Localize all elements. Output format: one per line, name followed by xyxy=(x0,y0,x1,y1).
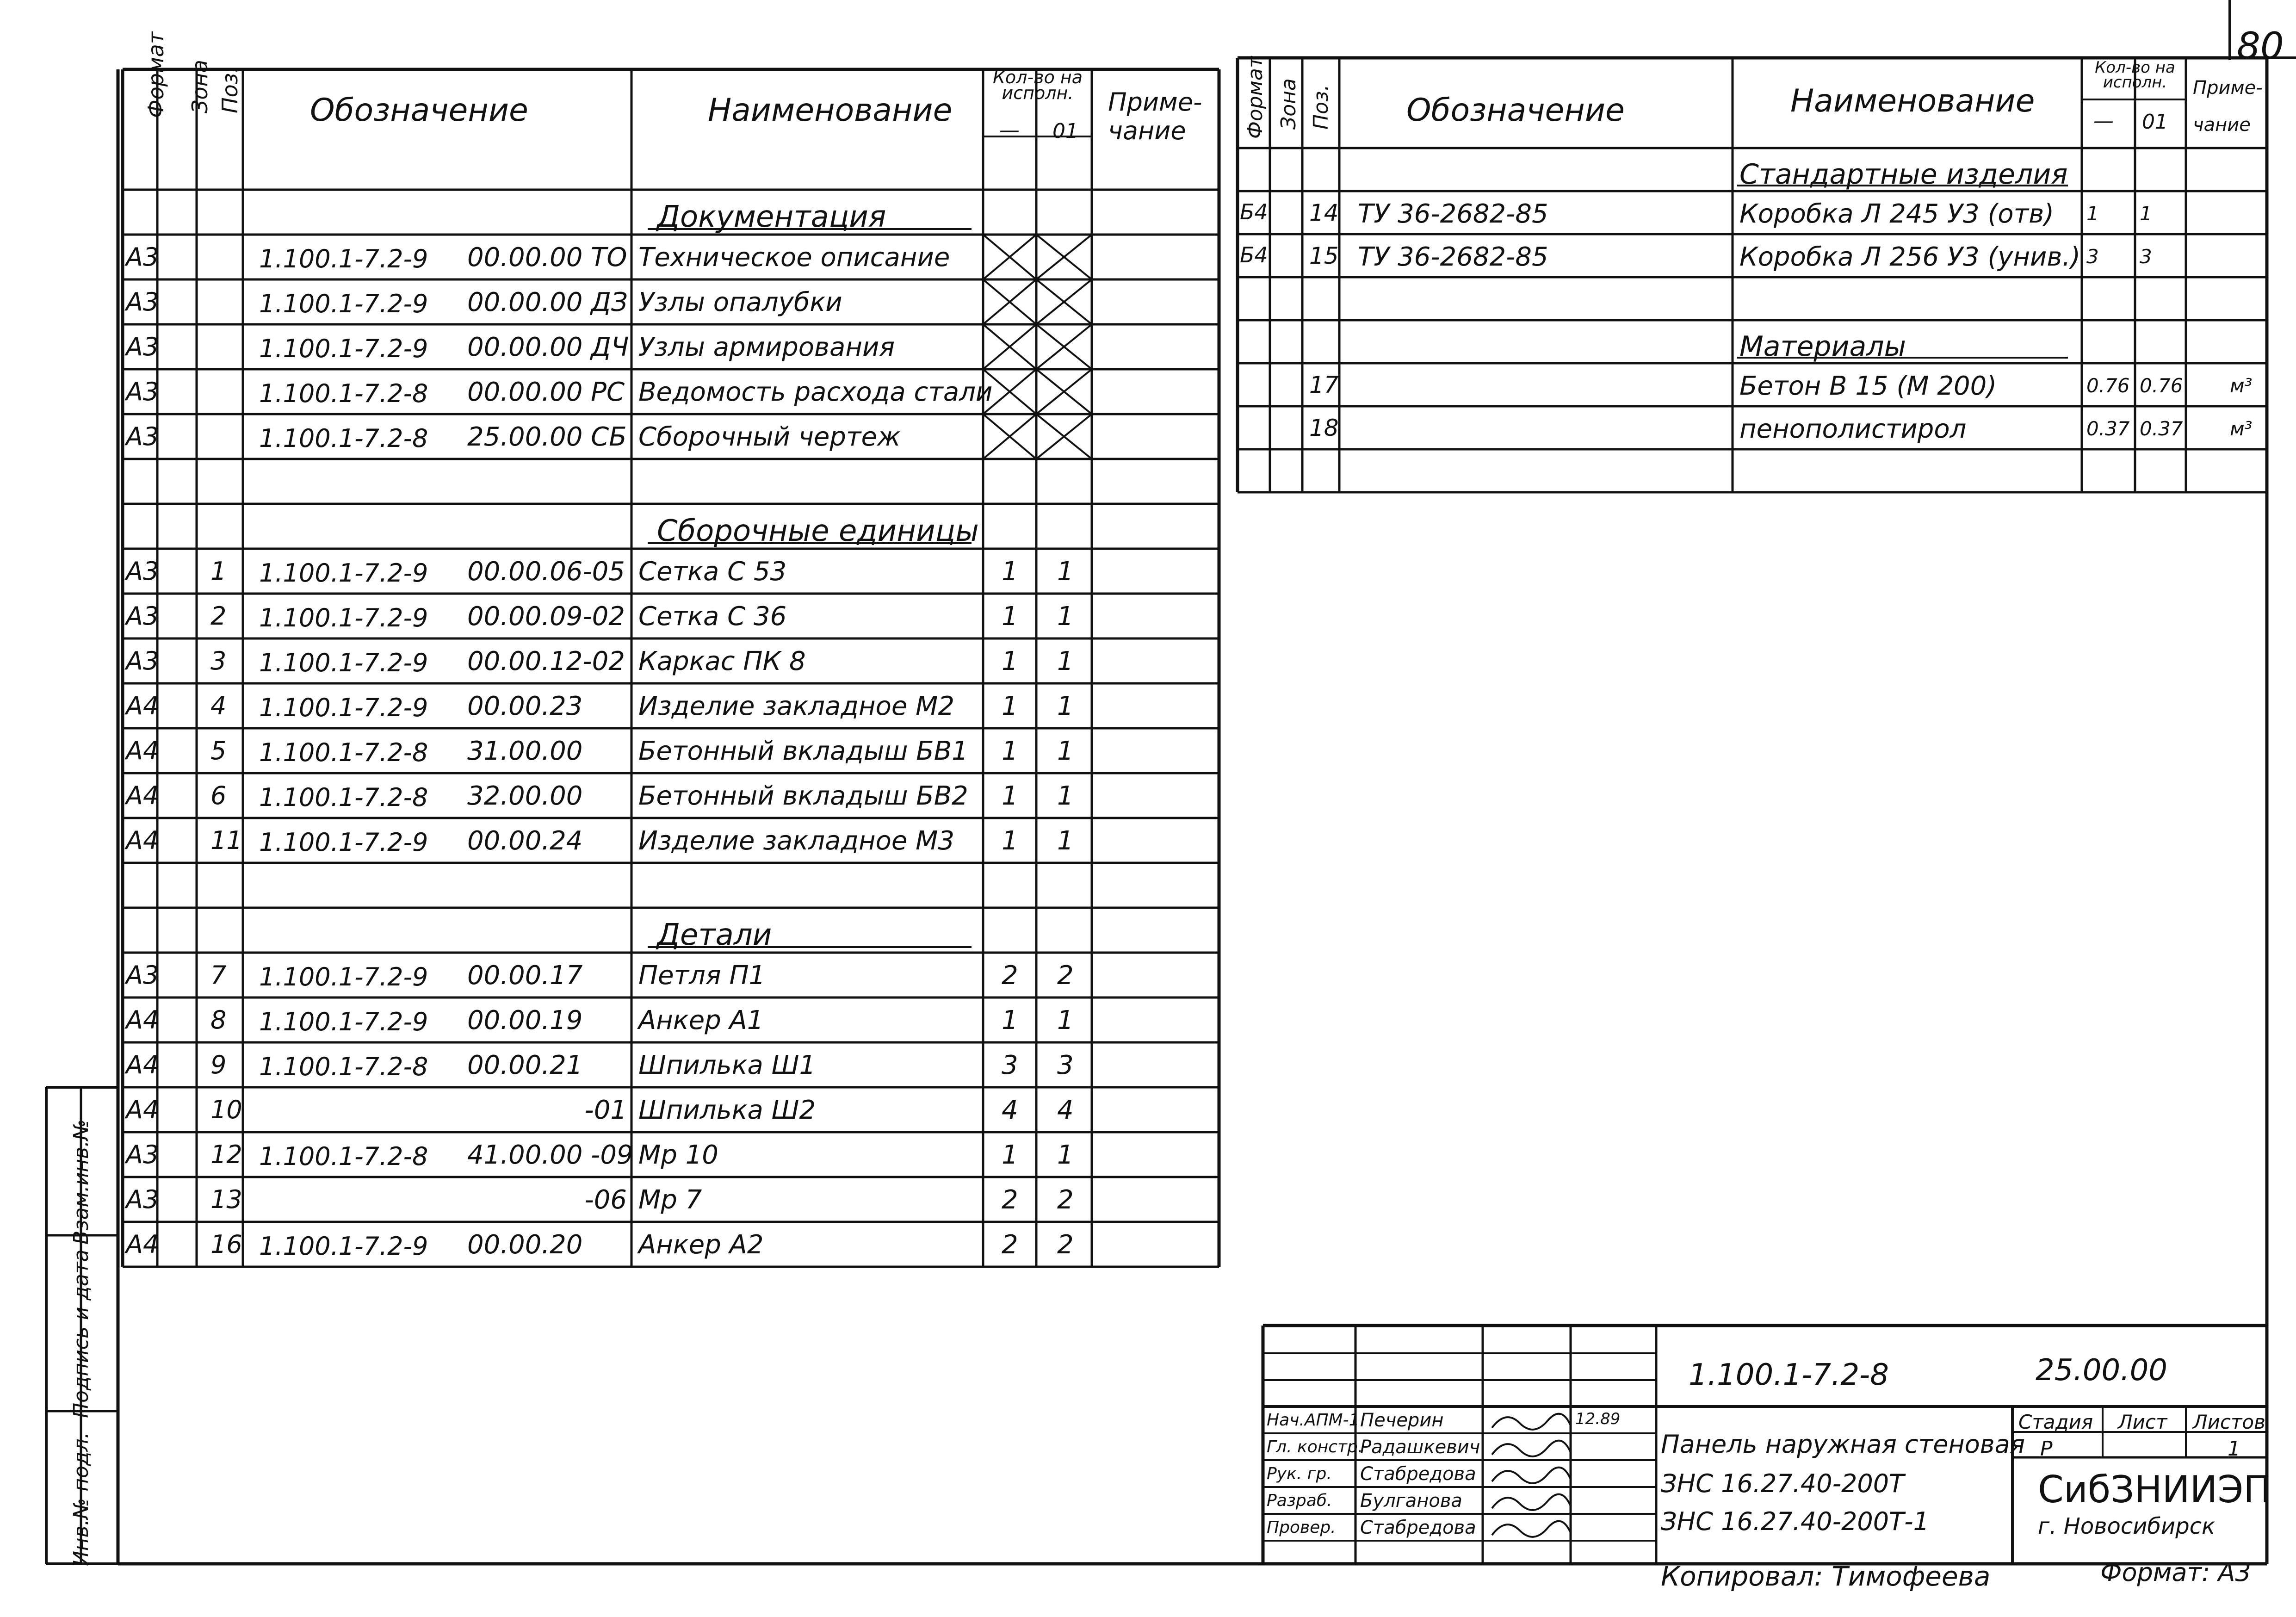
side-label-replacement-inv: Взам.инв.№ xyxy=(69,1119,93,1245)
right-header-pos: Поз. xyxy=(1309,84,1333,130)
signer-role: Разраб. xyxy=(1267,1491,1332,1510)
left-row-format: А3 xyxy=(126,601,159,631)
left-row-name: Каркас ПК 8 xyxy=(638,646,806,676)
left-row-name: Узлы опалубки xyxy=(638,287,842,317)
left-row-format: А4 xyxy=(126,1095,159,1124)
right-row-note: м³ xyxy=(2230,417,2253,440)
right-section-title: Стандартные изделия xyxy=(1739,158,2068,191)
right-row-name: Бетон В 15 (М 200) xyxy=(1739,371,1997,401)
left-row-designation-number: -06 xyxy=(584,1185,627,1215)
left-row-designation-number: 00.00.17 xyxy=(467,960,583,991)
page-number: 80 xyxy=(2237,25,2284,68)
left-row-qty-01: 1 xyxy=(1057,1005,1074,1035)
left-row-qty-base: 2 xyxy=(1002,960,1018,991)
left-row-designation-prefix: 1.100.1-7.2-9 xyxy=(259,1007,428,1036)
right-row-name: пенополистирол xyxy=(1739,414,1967,444)
left-row-designation-number: 00.00.23 xyxy=(467,691,583,721)
right-header-format: Формат xyxy=(1244,56,1267,139)
left-row-designation-prefix: 1.100.1-7.2-8 xyxy=(259,1052,428,1081)
sheet-label: Лист xyxy=(2118,1411,2167,1433)
left-header-format: Формат xyxy=(143,31,168,118)
left-header-zone: Зона xyxy=(187,60,212,113)
left-row-name: Мр 7 xyxy=(638,1185,702,1215)
left-row-qty-base: 2 xyxy=(1002,1230,1018,1260)
left-row-format: А4 xyxy=(126,781,159,810)
left-row-format: А3 xyxy=(126,557,159,586)
left-row-format: А4 xyxy=(126,736,159,765)
left-row-qty-01: 1 xyxy=(1057,736,1074,766)
signer-name: Стабредова xyxy=(1360,1517,1476,1538)
left-header-qty: Кол-во на исполн. xyxy=(992,67,1083,103)
left-row-format: А3 xyxy=(126,1140,159,1169)
left-row-qty-01: 2 xyxy=(1057,1230,1074,1260)
left-row-designation-prefix: 1.100.1-7.2-9 xyxy=(259,244,428,273)
left-row-qty-base: 2 xyxy=(1002,1185,1018,1215)
organization-city: г. Новосибирск xyxy=(2038,1513,2216,1539)
left-row-name: Сетка С 36 xyxy=(638,601,787,632)
left-row-qty-base: 1 xyxy=(1002,1005,1018,1035)
right-row-qty-01: 1 xyxy=(2140,202,2152,225)
right-row-format: Б4 xyxy=(1240,242,1268,267)
right-row-qty-base: 0.37 xyxy=(2086,417,2130,440)
right-header-designation: Обозначение xyxy=(1406,92,1625,129)
left-row-format: А3 xyxy=(126,960,159,990)
title-doc-number: 25.00.00 xyxy=(2036,1353,2167,1388)
left-row-name: Сетка С 53 xyxy=(638,557,787,587)
left-row-qty-base: 1 xyxy=(1002,646,1018,676)
left-row-name: Шпилька Ш1 xyxy=(638,1050,816,1080)
signer-name: Радашкевич xyxy=(1360,1437,1480,1458)
left-row-designation-number: 00.00.00 РС xyxy=(467,377,625,407)
left-header-qty-dash: — xyxy=(999,118,1020,142)
left-row-designation-number: 00.00.00 ДЧ xyxy=(467,332,629,362)
left-row-position: 7 xyxy=(210,960,227,990)
right-row-qty-01: 0.37 xyxy=(2140,417,2183,440)
right-row-position: 15 xyxy=(1309,242,1339,269)
left-row-designation-prefix: 1.100.1-7.2-9 xyxy=(259,828,428,857)
right-row-format: Б4 xyxy=(1240,199,1268,224)
title-line-3: ЗНС 16.27.40-200Т-1 xyxy=(1661,1507,1929,1536)
format-label: Формат: А3 xyxy=(2100,1558,2251,1587)
right-header-qty-dash: — xyxy=(2093,109,2114,133)
left-row-name: Техническое описание xyxy=(638,242,950,273)
left-section-title: Детали xyxy=(657,918,772,952)
right-row-note: м³ xyxy=(2230,374,2253,397)
left-row-qty-01: 1 xyxy=(1057,646,1074,676)
right-header-note: Приме- чание xyxy=(2193,77,2263,136)
left-row-qty-base: 1 xyxy=(1002,691,1018,721)
copied-by: Копировал: Тимофеева xyxy=(1661,1561,1991,1592)
left-row-designation-number: 00.00.20 xyxy=(467,1230,583,1260)
left-row-name: Ведомость расхода стали xyxy=(638,377,993,407)
left-row-format: А4 xyxy=(126,826,159,855)
left-row-designation-prefix: 1.100.1-7.2-9 xyxy=(259,558,428,588)
left-row-designation-prefix: 1.100.1-7.2-8 xyxy=(259,424,428,453)
signature-mark xyxy=(1492,1414,1571,1430)
left-header-qty-01: 01 xyxy=(1052,119,1078,143)
left-row-designation-prefix: 1.100.1-7.2-9 xyxy=(259,648,428,677)
left-row-position: 2 xyxy=(210,601,227,631)
signer-role: Нач.АПМ-1 xyxy=(1267,1411,1360,1430)
left-row-name: Изделие закладное М3 xyxy=(638,826,955,856)
signature-mark xyxy=(1492,1521,1571,1537)
right-header-qty-01: 01 xyxy=(2142,110,2168,134)
left-row-designation-prefix: 1.100.1-7.2-9 xyxy=(259,1232,428,1261)
right-row-name: Коробка Л 256 У3 (унив.) xyxy=(1739,242,2081,272)
sheets-value: 1 xyxy=(2228,1437,2240,1461)
left-row-designation-number: 00.00.06-05 xyxy=(467,557,625,587)
left-header-designation: Обозначение xyxy=(310,92,528,129)
left-row-name: Узлы армирования xyxy=(638,332,895,362)
left-row-qty-01: 1 xyxy=(1057,781,1074,811)
right-row-qty-base: 1 xyxy=(2086,202,2099,225)
left-row-format: А3 xyxy=(126,1185,159,1214)
left-row-position: 10 xyxy=(210,1095,242,1124)
left-row-designation-number: 00.00.21 xyxy=(467,1050,583,1080)
signature-mark xyxy=(1492,1468,1571,1483)
left-row-qty-base: 1 xyxy=(1002,826,1018,856)
right-row-designation: ТУ 36-2682-85 xyxy=(1358,242,1548,272)
stage-value: Р xyxy=(2040,1437,2053,1461)
left-row-name: Анкер А1 xyxy=(638,1005,764,1035)
left-row-format: А3 xyxy=(126,242,159,272)
signer-role: Гл. констр. xyxy=(1267,1437,1363,1456)
organization-name: СибЗНИИЭП xyxy=(2038,1468,2271,1511)
signature-mark xyxy=(1492,1494,1571,1510)
left-row-position: 12 xyxy=(210,1140,242,1169)
left-row-qty-base: 1 xyxy=(1002,601,1018,632)
left-row-designation-number: 31.00.00 xyxy=(467,736,583,766)
left-row-qty-01: 1 xyxy=(1057,557,1074,587)
left-row-qty-01: 1 xyxy=(1057,601,1074,632)
left-row-name: Бетонный вкладыш БВ2 xyxy=(638,781,968,811)
left-row-qty-base: 4 xyxy=(1002,1095,1018,1125)
stage-label: Стадия xyxy=(2018,1411,2093,1433)
left-row-name: Мр 10 xyxy=(638,1140,718,1170)
right-header-qty: Кол-во на исполн. xyxy=(2095,58,2175,92)
left-row-format: А3 xyxy=(126,377,159,406)
right-row-position: 17 xyxy=(1309,372,1339,398)
signer-date: 12.89 xyxy=(1575,1410,1621,1428)
left-row-name: Сборочный чертеж xyxy=(638,422,901,452)
title-doc-code: 1.100.1-7.2-8 xyxy=(1689,1358,1889,1392)
left-row-qty-01: 1 xyxy=(1057,691,1074,721)
left-row-qty-base: 1 xyxy=(1002,557,1018,587)
title-line-1: Панель наружная стеновая xyxy=(1661,1430,2025,1459)
left-row-position: 9 xyxy=(210,1050,227,1079)
left-row-designation-number: 00.00.24 xyxy=(467,826,583,856)
left-row-format: А4 xyxy=(126,1005,159,1035)
left-row-designation-number: 32.00.00 xyxy=(467,781,583,811)
left-section-title: Сборочные единицы xyxy=(657,514,979,548)
left-row-qty-base: 1 xyxy=(1002,736,1018,766)
left-row-name: Анкер А2 xyxy=(638,1230,764,1260)
signer-name: Булганова xyxy=(1360,1490,1462,1512)
left-header-pos: Поз. xyxy=(217,66,242,113)
left-row-designation-prefix: 1.100.1-7.2-9 xyxy=(259,289,428,318)
right-row-designation: ТУ 36-2682-85 xyxy=(1358,199,1548,229)
signer-name: Печерин xyxy=(1360,1410,1444,1431)
right-row-position: 18 xyxy=(1309,415,1339,441)
left-row-name: Петля П1 xyxy=(638,960,766,991)
right-row-name: Коробка Л 245 У3 (отв) xyxy=(1739,199,2055,229)
right-section-title: Материалы xyxy=(1739,330,1906,363)
left-row-qty-01: 2 xyxy=(1057,960,1074,991)
left-row-designation-prefix: 1.100.1-7.2-9 xyxy=(259,962,428,991)
left-row-qty-base: 1 xyxy=(1002,781,1018,811)
left-row-qty-01: 1 xyxy=(1057,1140,1074,1170)
sheets-label: Листов xyxy=(2193,1411,2265,1433)
left-row-position: 13 xyxy=(210,1185,242,1214)
left-row-designation-prefix: 1.100.1-7.2-8 xyxy=(259,379,428,408)
left-row-position: 4 xyxy=(210,691,227,720)
left-row-designation-prefix: 1.100.1-7.2-9 xyxy=(259,603,428,632)
left-row-format: А4 xyxy=(126,691,159,720)
left-header-note: Приме- чание xyxy=(1108,87,1202,145)
left-row-designation-number: 00.00.00 ДЗ xyxy=(467,287,628,317)
left-row-position: 5 xyxy=(210,736,227,765)
left-row-designation-number: 25.00.00 СБ xyxy=(467,422,627,452)
left-row-name: Шпилька Ш2 xyxy=(638,1095,816,1125)
left-row-name: Бетонный вкладыш БВ1 xyxy=(638,736,968,766)
left-row-format: А3 xyxy=(126,287,159,316)
side-label-signature-date: Подпись и дата xyxy=(69,1249,93,1418)
right-row-position: 14 xyxy=(1309,199,1339,226)
left-row-designation-prefix: 1.100.1-7.2-8 xyxy=(259,738,428,767)
left-row-format: А3 xyxy=(126,332,159,361)
right-row-qty-base: 3 xyxy=(2086,245,2099,268)
left-row-position: 11 xyxy=(210,826,242,855)
right-row-qty-01: 0.76 xyxy=(2140,374,2183,397)
left-row-qty-01: 2 xyxy=(1057,1185,1074,1215)
side-label-inv-original: Инв.№ подл. xyxy=(69,1432,93,1566)
left-row-designation-number: -01 xyxy=(584,1095,627,1125)
left-row-qty-base: 3 xyxy=(1002,1050,1018,1080)
left-row-name: Изделие закладное М2 xyxy=(638,691,955,721)
left-row-designation-prefix: 1.100.1-7.2-9 xyxy=(259,334,428,363)
left-row-format: А3 xyxy=(126,646,159,675)
left-row-designation-number: 00.00.00 ТО xyxy=(467,242,627,273)
left-row-qty-01: 1 xyxy=(1057,826,1074,856)
left-row-designation-prefix: 1.100.1-7.2-8 xyxy=(259,783,428,812)
right-header-name: Наименование xyxy=(1790,83,2035,119)
signer-role: Провер. xyxy=(1267,1518,1336,1537)
left-row-qty-base: 1 xyxy=(1002,1140,1018,1170)
title-line-2: ЗНС 16.27.40-200Т xyxy=(1661,1469,1905,1498)
left-row-format: А4 xyxy=(126,1050,159,1079)
left-row-designation-number: 41.00.00 -09 xyxy=(467,1140,633,1170)
left-row-designation-prefix: 1.100.1-7.2-9 xyxy=(259,693,428,722)
right-row-qty-base: 0.76 xyxy=(2086,374,2130,397)
left-row-format: А4 xyxy=(126,1230,159,1259)
left-row-position: 8 xyxy=(210,1005,227,1035)
left-row-position: 6 xyxy=(210,781,227,810)
left-row-position: 16 xyxy=(210,1230,242,1259)
left-row-designation-prefix: 1.100.1-7.2-8 xyxy=(259,1142,428,1171)
left-section-title: Документация xyxy=(657,200,886,234)
right-row-qty-01: 3 xyxy=(2140,245,2152,268)
left-row-position: 3 xyxy=(210,646,227,675)
left-header-name: Наименование xyxy=(708,92,953,129)
signer-role: Рук. гр. xyxy=(1267,1464,1332,1483)
signer-name: Стабредова xyxy=(1360,1463,1476,1485)
left-row-designation-number: 00.00.09-02 xyxy=(467,601,625,632)
left-row-format: А3 xyxy=(126,422,159,451)
signature-mark xyxy=(1492,1441,1571,1456)
left-row-position: 1 xyxy=(210,557,227,586)
left-row-designation-number: 00.00.12-02 xyxy=(467,646,625,676)
left-row-qty-01: 4 xyxy=(1057,1095,1074,1125)
right-header-zone: Зона xyxy=(1277,78,1300,130)
left-row-designation-number: 00.00.19 xyxy=(467,1005,583,1035)
left-row-qty-01: 3 xyxy=(1057,1050,1074,1080)
